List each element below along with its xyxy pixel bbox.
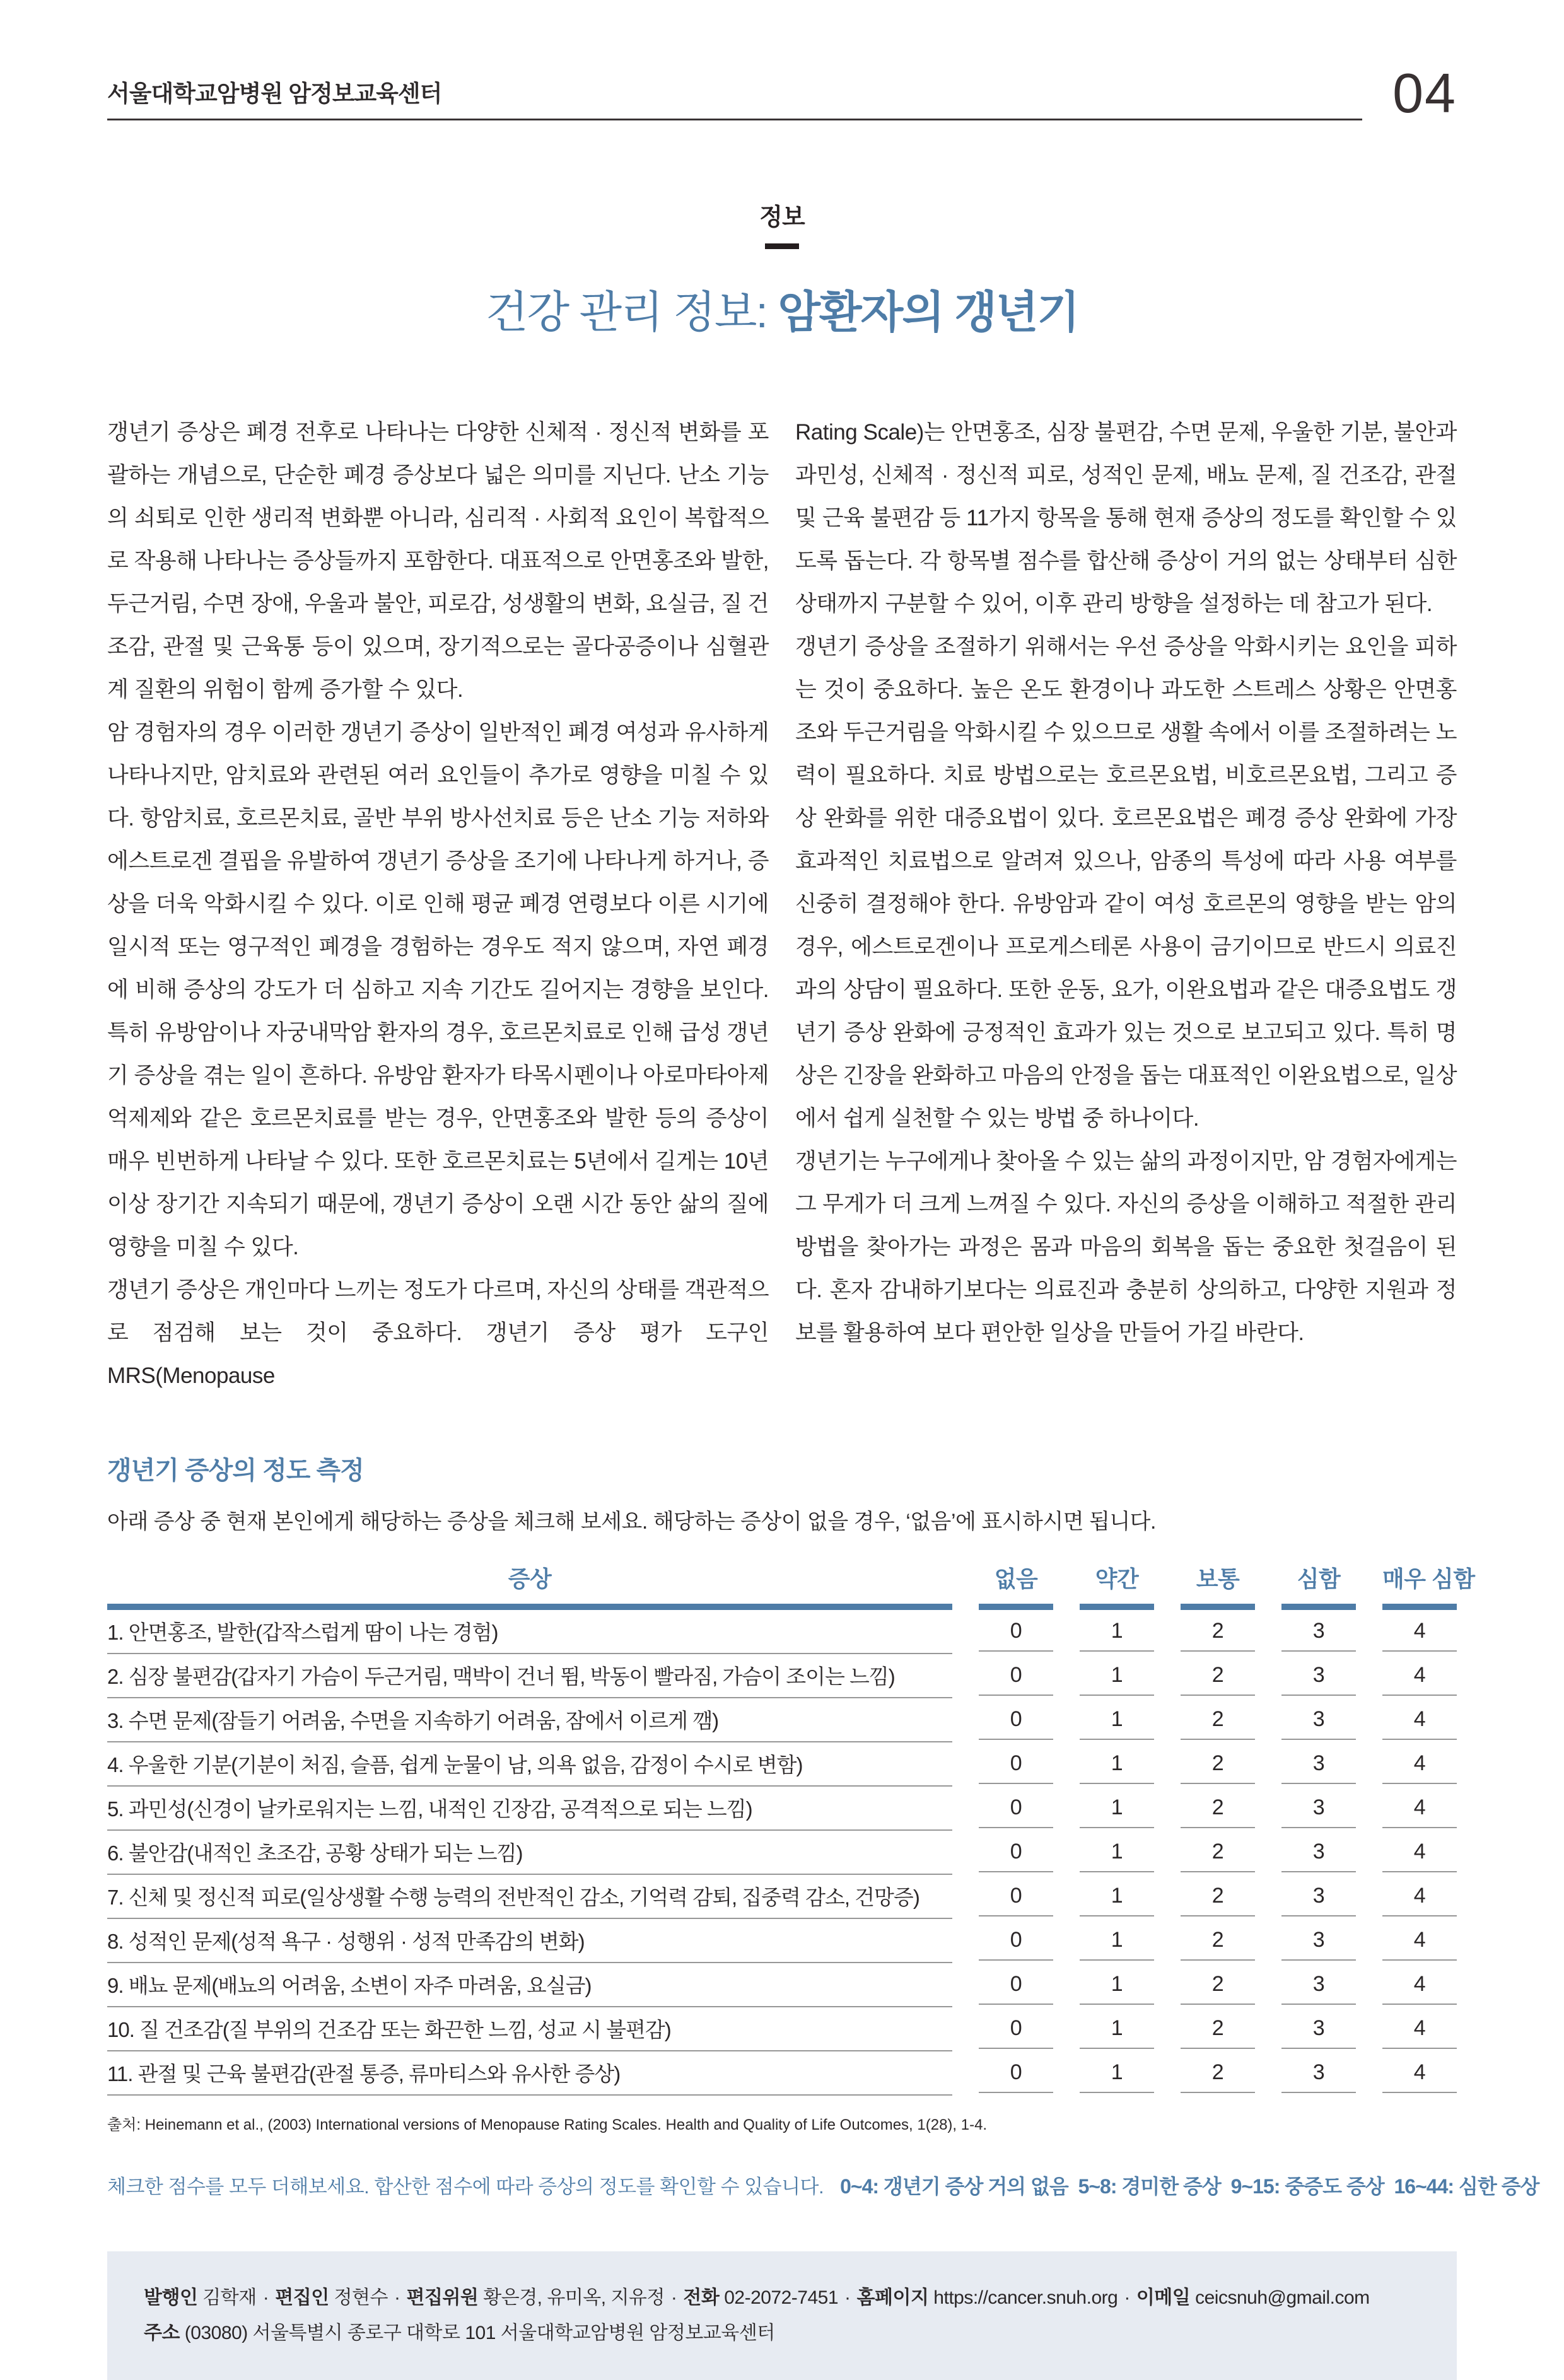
symptom-table-row [107,1610,1457,1654]
rating-cell-1[interactable]: 1 [1080,1833,1154,1872]
footer-label: 편집위원 [406,2287,484,2308]
organization-name: 서울대학교암병원 암정보교육센터 [107,81,442,107]
rating-cell-3[interactable]: 3 [1281,2054,1356,2093]
rating-cell-4[interactable]: 4 [1382,1833,1457,1872]
paragraph: 암 경험자의 경우 이러한 갱년기 증상이 일반적인 폐경 여성과 유사하게 나타나지만, 암치료와 관련된 여러 요인들이 추가로 영향을 미칠 수 있다. 항암치료, 호르몬치료, 골반 부위 방사선치료 등은 난소 기능 저하와 에스트로겐 결핍을 유발하여 갱년기 증상을 조기에 나타나게 하거나, 증상을 더욱 악화시킬 수 있다. 이로 인해 평균 폐경 연령보다 이른 시기에 일시적 또는 영구적인 폐경을 경험하는 경우도 적지 않으며, 자연 폐경에 비해 증상의 강도가 더 심하고 지속 기간도 길어지는 경향을 보인다. 특히 유방암이나 자궁내막암 환자의 경우, 호르몬치료로 인해 급성 갱년기 증상을 겪는 일이 흔하다. 유방암 환자가 타목시펜이나 아로마타아제 억제제와 같은 호르몬치료를 받는 경우, 안면홍조와 발한 등의 증상이 매우 빈번하게 나타날 수 있다. 또한 호르몬치료는 5년에서 길게는 10년 이상 장기간 지속되기 때문에, 갱년기 증상이 오랜 시간 동안 삶의 질에 영향을 미칠 수 있다. [107,720,769,1259]
page-header [107,0,1457,124]
rating-cell-1[interactable]: 1 [1080,1613,1154,1652]
rating-cell-0[interactable]: 0 [979,1657,1053,1696]
rating-cell-3[interactable]: 3 [1281,1701,1356,1740]
category-badge-underline [765,243,799,249]
rating-cell-1[interactable]: 1 [1080,2010,1154,2049]
page-number: 04 [1392,62,1457,124]
symptom-rating-table [107,1561,1475,2096]
footer-value: 김학재 [202,2287,257,2308]
table-header-underline [107,1604,1457,1610]
rating-cell-4[interactable]: 4 [1382,1657,1457,1696]
measurement-section [107,1450,1539,2200]
column-header-very-severe: 매우 심함 [1382,1566,1475,1592]
footer-label: 전화 [683,2287,725,2308]
symptom-table-row [107,1875,1457,1919]
footer-label: 이메일 [1136,2287,1196,2308]
symptom-label: 9. 배뇨 문제(배뇨의 어려움, 소변이 자주 마려움, 요실금) [107,1963,952,2007]
symptom-table-row [107,2007,1457,2051]
rating-cell-1[interactable]: 1 [1080,1922,1154,1961]
publication-footer [107,2251,1457,2380]
rating-cell-0[interactable]: 0 [979,1833,1053,1872]
header-underline-segment [1382,1604,1457,1610]
symptom-table-row [107,1831,1457,1875]
footer-separator-dot: · [670,2287,677,2308]
paragraph: 갱년기 증상을 조절하기 위해서는 우선 증상을 악화시키는 요인을 피하는 것이 중요하다. 높은 온도 환경이나 과도한 스트레스 상황은 안면홍조와 두근거림을 악화시킬 수 있으므로 생활 속에서 이를 조절하려는 노력이 필요하다. 치료 방법으로는 호르몬요법, 비호르몬요법, 그리고 증상 완화를 위한 대증요법이 있다. 호르몬요법은 폐경 증상 완화에 가장 효과적인 치료법으로 알려져 있으나, 암종의 특성에 따라 사용 여부를 신중히 결정해야 한다. 유방암과 같이 여성 호르몬의 영향을 받는 암의 경우, 에스트로겐이나 프로게스테론 사용이 금기이므로 반드시 의료진과의 상담이 필요하다. 또한 운동, 요가, 이완요법과 같은 대증요법도 갱년기 증상 완화에 긍정적인 효과가 있는 것으로 보고되고 있다. 특히 명상은 긴장을 완화하고 마음의 안정을 돕는 대표적인 이완요법으로, 일상에서 쉽게 실천할 수 있는 방법 중 하나이다. [795,634,1457,1131]
rating-cell-3[interactable]: 3 [1281,2010,1356,2049]
rating-cell-2[interactable]: 2 [1181,2010,1255,2049]
symptom-label: 8. 성적인 문제(성적 욕구 · 성행위 · 성적 만족감의 변화) [107,1919,952,1963]
symptom-label: 4. 우울한 기분(기분이 처짐, 슬픔, 쉽게 눈물이 남, 의욕 없음, 감정이 수시로 변함) [107,1742,952,1787]
rating-cell-0[interactable]: 0 [979,1877,1053,1916]
rating-cell-1[interactable]: 1 [1080,1966,1154,2005]
footer-email-link[interactable]: ceicsnuh@gmail.com [1195,2287,1370,2308]
column-header-none: 없음 [994,1566,1038,1592]
symptom-table-row [107,1654,1457,1698]
paragraph: 갱년기는 누구에게나 찾아올 수 있는 삶의 과정이지만, 암 경험자에게는 그 무게가 더 크게 느껴질 수 있다. 자신의 증상을 이해하고 적절한 관리 방법을 찾아가는 과정은 몸과 마음의 회복을 돕는 중요한 첫걸음이 된다. 혼자 감내하기보다는 의료진과 충분히 상의하고, 다양한 지원과 정보를 활용하여 보다 편안한 일상을 만들어 가길 바란다. [795,1149,1457,1345]
footer-separator-dot: · [394,2287,400,2308]
rating-cell-1[interactable]: 1 [1080,1657,1154,1696]
rating-cell-1[interactable]: 1 [1080,1745,1154,1784]
symptom-label: 10. 질 건조감(질 부위의 건조감 또는 화끈한 느낌, 성교 시 불편감) [107,2007,952,2051]
score-note [107,2171,1539,2200]
footer-separator-dot: · [1124,2287,1130,2308]
header-rule [107,119,1362,120]
column-header-mild: 약간 [1095,1566,1139,1592]
footer-value: 황은경, 유미옥, 지유정 [483,2287,665,2308]
rating-cell-3[interactable]: 3 [1281,1922,1356,1961]
symptom-table-body [107,1610,1457,2096]
rating-cell-3[interactable]: 3 [1281,1877,1356,1916]
column-header-severe: 심함 [1297,1566,1341,1592]
article-column-left [107,411,769,1397]
footer-label: 발행인 [144,2287,203,2308]
rating-cell-4[interactable]: 4 [1382,1966,1457,2005]
footer-separator-dot: · [844,2287,851,2308]
symptom-label: 3. 수면 문제(잠들기 어려움, 수면을 지속하기 어려움, 잠에서 이르게 깸) [107,1698,952,1742]
measurement-section-heading: 갱년기 증상의 정도 측정 [107,1457,364,1485]
rating-cell-0[interactable]: 0 [979,1922,1053,1961]
rating-cell-4[interactable]: 4 [1382,2054,1457,2093]
symptom-label: 11. 관절 및 근육 불편감(관절 통증, 류마티스와 유사한 증상) [107,2051,952,2096]
score-note-instruction: 체크한 점수를 모두 더해보세요. 합산한 점수에 따라 증상의 정도를 확인할 수 있습니다. [107,2176,824,2198]
paragraph: 갱년기 증상은 폐경 전후로 나타나는 다양한 신체적 · 정신적 변화를 포괄하는 개념으로, 단순한 폐경 증상보다 넓은 의미를 지닌다. 난소 기능의 쇠퇴로 인한 생리적 변화뿐 아니라, 심리적 · 사회적 요인이 복합적으로 작용해 나타나는 증상들까지 포함한다. 대표적으로 안면홍조와 발한, 두근거림, 수면 장애, 우울과 불안, 피로감, 성생활의 변화, 요실금, 질 건조감, 관절 및 근육통 등이 있으며, 장기적으로는 골다공증이나 심혈관계 질환의 위험이 함께 증가할 수 있다. [107,420,769,702]
paragraph: 갱년기 증상은 개인마다 느끼는 정도가 다르며, 자신의 상태를 객관적으로 점검해 보는 것이 중요하다. 갱년기 증상 평가 도구인 MRS(Menopause [107,1278,769,1388]
symptom-label: 1. 안면홍조, 발한(갑작스럽게 땀이 나는 경험) [107,1610,952,1654]
rating-cell-4[interactable]: 4 [1382,1613,1457,1652]
header-underline-segment [979,1604,1053,1610]
rating-cell-4[interactable]: 4 [1382,1701,1457,1740]
symptom-label: 5. 과민성(신경이 날카로워지는 느낌, 내적인 긴장감, 공격적으로 되는 느낌) [107,1787,952,1831]
symptom-table-row [107,1963,1457,2007]
rating-cell-0[interactable]: 0 [979,2054,1053,2093]
symptom-label: 2. 심장 불편감(갑자기 가슴이 두근거림, 맥박이 건너 뜀, 박동이 빨라짐, 가슴이 조이는 느낌) [107,1654,952,1698]
header-underline-segment [107,1604,952,1610]
rating-cell-2[interactable]: 2 [1181,1966,1255,2005]
symptom-table-row [107,1698,1457,1742]
rating-cell-0[interactable]: 0 [979,1745,1053,1784]
footer-line-1 [144,2280,1420,2316]
rating-cell-3[interactable]: 3 [1281,1833,1356,1872]
rating-cell-2[interactable]: 2 [1181,1613,1255,1652]
rating-cell-4[interactable]: 4 [1382,1745,1457,1784]
footer-line-2 [144,2316,1420,2351]
rating-cell-2[interactable]: 2 [1181,1657,1255,1696]
table-source-citation: 출처: Heinemann et al., (2003) International versions of Menopause Rating Scales. Health and Quality of Life Outcomes, 1(28), 1-4. [107,2116,988,2133]
column-header-moderate: 보통 [1196,1566,1240,1592]
article-body [107,411,1457,1397]
rating-cell-0[interactable]: 0 [979,2010,1053,2049]
rating-cell-2[interactable]: 2 [1181,1745,1255,1784]
article-title [107,277,1457,341]
paragraph: Rating Scale)는 안면홍조, 심장 불편감, 수면 문제, 우울한 기분, 불안과 과민성, 신체적 · 정신적 피로, 성적인 문제, 배뇨 문제, 질 건조감, 관절 및 근육 불편감 등 11가지 항목을 통해 현재 증상의 정도를 확인할 수 있도록 돕는다. 각 항목별 점수를 합산해 증상이 거의 없는 상태부터 심한 상태까지 구분할 수 있어, 이후 관리 방향을 설정하는 데 참고가 된다. [795,420,1457,616]
rating-cell-3[interactable]: 3 [1281,1789,1356,1828]
rating-cell-4[interactable]: 4 [1382,1877,1457,1916]
footer-label: 홈페이지 [856,2287,934,2308]
rating-cell-4[interactable]: 4 [1382,1922,1457,1961]
rating-cell-2[interactable]: 2 [1181,1833,1255,1872]
symptom-label: 6. 불안감(내적인 초조감, 공황 상태가 되는 느낌) [107,1831,952,1875]
header-underline-segment [1080,1604,1154,1610]
rating-cell-4[interactable]: 4 [1382,2010,1457,2049]
footer-value: 02-2072-7451 [724,2287,839,2308]
footer-separator-dot: · [262,2287,269,2308]
article-column-right [795,411,1457,1397]
rating-cell-0[interactable]: 0 [979,1966,1053,2005]
symptom-label: 7. 신체 및 정신적 피로(일상생활 수행 능력의 전반적인 감소, 기억력 감퇴, 집중력 감소, 건망증) [107,1875,952,1919]
column-header-symptom: 증상 [508,1566,552,1592]
footer-homepage-link[interactable]: https://cancer.snuh.org [933,2287,1118,2308]
symptom-table-row [107,1787,1457,1831]
rating-cell-1[interactable]: 1 [1080,1701,1154,1740]
category-badge-label: 정보 [759,204,805,231]
category-badge [107,197,1457,249]
rating-cell-2[interactable]: 2 [1181,1701,1255,1740]
header-underline-segment [1281,1604,1356,1610]
footer-value: 정현수 [334,2287,388,2308]
rating-cell-1[interactable]: 1 [1080,1877,1154,1916]
rating-cell-3[interactable]: 3 [1281,1966,1356,2005]
table-header-row [107,1561,1475,1594]
rating-cell-3[interactable]: 3 [1281,1613,1356,1652]
measurement-instruction: 아래 증상 중 현재 본인에게 해당하는 증상을 체크해 보세요. 해당하는 증상이 없을 경우, ‘없음’에 표시하시면 됩니다. [107,1510,1156,1534]
rating-cell-3[interactable]: 3 [1281,1657,1356,1696]
article-title-emphasis: 암환자의 갱년기 [778,288,1079,337]
header-underline-segment [1181,1604,1255,1610]
rating-cell-1[interactable]: 1 [1080,1789,1154,1828]
symptom-table-row [107,1742,1457,1787]
rating-cell-2[interactable]: 2 [1181,2054,1255,2093]
rating-cell-2[interactable]: 2 [1181,1922,1255,1961]
footer-label: 주소 [144,2323,185,2343]
rating-cell-0[interactable]: 0 [979,1789,1053,1828]
rating-cell-2[interactable]: 2 [1181,1877,1255,1916]
rating-cell-1[interactable]: 1 [1080,2054,1154,2093]
score-note-ranges: 0~4: 갱년기 증상 거의 없음 5~8: 경미한 증상 9~15: 중증도 증상 16~44: 심한 증상 [840,2175,1539,2198]
rating-cell-3[interactable]: 3 [1281,1745,1356,1784]
rating-cell-0[interactable]: 0 [979,1701,1053,1740]
rating-cell-4[interactable]: 4 [1382,1789,1457,1828]
symptom-table-row [107,1919,1457,1963]
symptom-table-row [107,2051,1457,2096]
rating-cell-0[interactable]: 0 [979,1613,1053,1652]
footer-label: 편집인 [275,2287,334,2308]
article-title-prefix: 건강 관리 정보: [485,288,778,337]
footer-value: (03080) 서울특별시 종로구 대학로 101 서울대학교암병원 암정보교육센터 [184,2323,775,2343]
rating-cell-2[interactable]: 2 [1181,1789,1255,1828]
